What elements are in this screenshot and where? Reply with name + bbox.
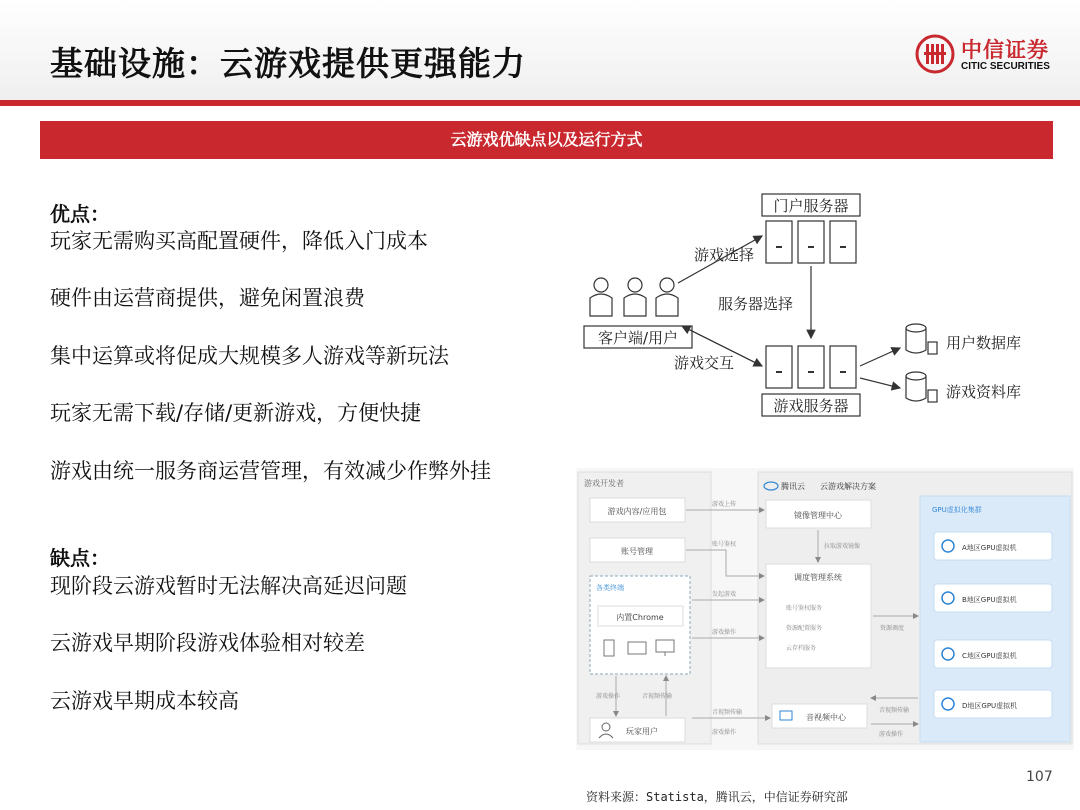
- user-db-label: 用户数据库: [946, 334, 1022, 352]
- portal-server-group: [762, 194, 860, 263]
- logo-text-en: CITIC SECURITIES: [961, 61, 1050, 72]
- terminals-label: 各类终端: [596, 584, 624, 592]
- server-icon: [766, 346, 856, 388]
- av-center-box: 音视频中心: [806, 713, 846, 722]
- page-title: 基础设施：云游戏提供更强能力: [50, 44, 526, 83]
- game-select-label: 游戏选择: [694, 246, 755, 264]
- chrome-box: 内置Chrome: [616, 613, 664, 622]
- svg-text:游戏操作: 游戏操作: [712, 729, 737, 736]
- gpu-vm-box: C地区GPU虚拟机: [962, 652, 1017, 660]
- svg-text:音视频传输: 音视频传输: [879, 707, 910, 714]
- cons-item: 现阶段云游戏暂时无法解决高延迟问题: [50, 574, 407, 598]
- cloud-gaming-architecture-diagram: [578, 188, 1078, 428]
- pros-item: 玩家无需下载/存储/更新游戏，方便快捷: [50, 401, 422, 425]
- sched-item: 资源配置服务: [786, 625, 823, 632]
- server-select-label: 服务器选择: [718, 295, 794, 313]
- header-divider: [0, 100, 1080, 106]
- svg-text:拉取游戏镜像: 拉取游戏镜像: [824, 543, 861, 550]
- citic-logo-icon: [915, 34, 955, 74]
- svg-text:发起游戏: 发起游戏: [712, 591, 737, 598]
- portal-server-label: 门户服务器: [773, 197, 849, 215]
- content-package-box: 游戏内容/应用包: [607, 507, 667, 516]
- player-box: 玩家用户: [626, 727, 658, 736]
- svg-text:账号鉴权: 账号鉴权: [712, 541, 737, 548]
- svg-text:音视频传输: 音视频传输: [712, 709, 743, 716]
- database-icon: [906, 324, 937, 402]
- svg-text:游戏操作: 游戏操作: [879, 731, 904, 738]
- server-icon: [766, 221, 856, 263]
- section-banner: 云游戏优缺点以及运行方式: [40, 121, 1053, 159]
- client-users-group: [584, 278, 692, 348]
- pros-heading: 优点：: [50, 202, 110, 226]
- cons-item: 云游戏早期成本较高: [50, 689, 239, 713]
- solution-label: 云游戏解决方案: [820, 482, 876, 491]
- pros-item: 玩家无需购买高配置硬件，降低入门成本: [50, 229, 428, 253]
- svg-text:游戏上传: 游戏上传: [712, 501, 737, 508]
- pros-item: 游戏由统一服务商运营管理，有效减少作弊外挂: [50, 459, 491, 483]
- cons-item: 云游戏早期阶段游戏体验相对较差: [50, 631, 365, 655]
- game-server-group: [762, 346, 860, 416]
- company-logo: [915, 34, 1065, 78]
- source-note: 资料来源：Statista，腾讯云，中信证券研究部: [586, 790, 848, 804]
- game-interact-label: 游戏交互: [674, 354, 735, 372]
- image-center-box: 镜像管理中心: [794, 511, 842, 520]
- gpu-cluster-label: GPU虚拟化集群: [932, 506, 982, 514]
- tencent-cloud-label: 腾讯云: [781, 482, 805, 491]
- svg-text:游戏操作: 游戏操作: [596, 693, 621, 700]
- svg-text:资源调度: 资源调度: [880, 625, 905, 632]
- game-db-label: 游戏资料库: [946, 383, 1022, 401]
- pros-item: 集中运算或将促成大规模多人游戏等新玩法: [50, 344, 449, 368]
- gpu-vm-box: B地区GPU虚拟机: [962, 596, 1017, 604]
- account-mgmt-box: 账号管理: [621, 547, 653, 556]
- gpu-vm-box: D地区GPU虚拟机: [962, 702, 1018, 710]
- sched-item: 账号鉴权服务: [786, 605, 823, 612]
- logo-text-cn: 中信证券: [961, 38, 1049, 62]
- cons-heading: 缺点：: [50, 546, 110, 570]
- client-label: 客户端/用户: [597, 329, 679, 347]
- developer-label: 游戏开发者: [584, 479, 624, 488]
- svg-text:游戏操作: 游戏操作: [712, 629, 737, 636]
- pros-item: 硬件由运营商提供，避免闲置浪费: [50, 286, 365, 310]
- user-icon: [590, 278, 678, 316]
- page-number: 107: [1026, 769, 1053, 785]
- svg-text:音视频传输: 音视频传输: [642, 693, 673, 700]
- scheduler-box: 调度管理系统: [794, 573, 842, 582]
- game-server-label: 游戏服务器: [773, 397, 849, 415]
- sched-item: 云存档服务: [786, 645, 817, 652]
- tencent-cloud-gaming-solution-diagram: [576, 468, 1074, 750]
- gpu-vm-box: A地区GPU虚拟机: [962, 544, 1017, 552]
